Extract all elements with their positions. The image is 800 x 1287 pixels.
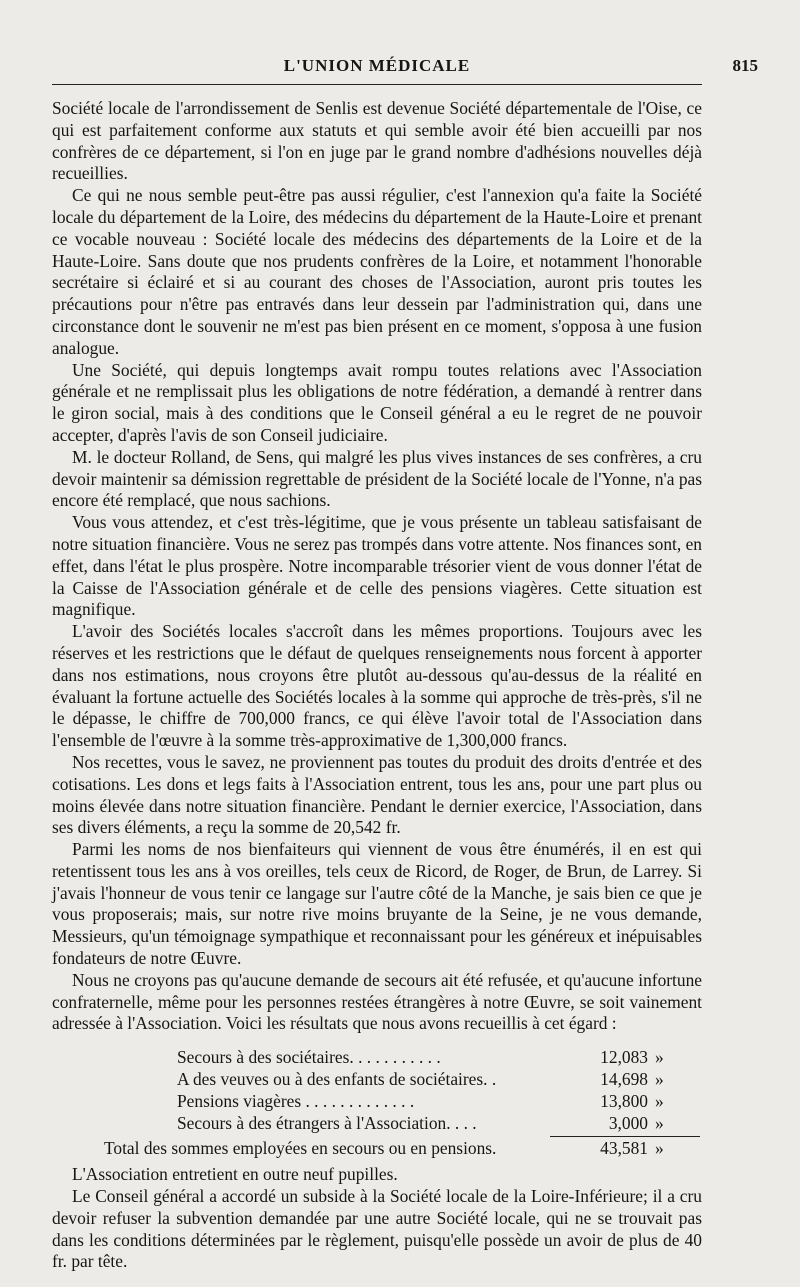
row-label: Pensions viagères . . . . . . . . . . . . . bbox=[177, 1090, 415, 1111]
paragraph: Vous vous attendez, et c'est très-légitime, que je vous présente un tableau satisfaisant de notre situation financière. Vous ne serez pas trompés dans votre attente. Nos finances sont, en effet, dans l'état le plus prospère. Notre incomparable trésorier vient de vous donner l'état de la Caisse de l'Association générale et de celle des pensions viagères. Cette situation est magnifique. bbox=[52, 512, 702, 620]
paragraph: L'Association entretient en outre neuf pupilles. bbox=[72, 1164, 398, 1185]
expenses-table bbox=[52, 1047, 702, 1160]
row-amount: 13,800 bbox=[600, 1090, 648, 1111]
closing-text bbox=[52, 1164, 702, 1273]
paragraph: Nos recettes, vous le savez, ne proviennent pas toutes du produit des droits d'entrée et des cotisations. Les dons et legs faits à l'Association entrent, tous les ans, pour une part plus ou moins élevée dans notre situation financière. Pendant le dernier exercice, l'Association, dans ses divers éléments, a reçu la somme de 20,542 fr. bbox=[52, 751, 702, 838]
paragraph: Parmi les noms de nos bienfaiteurs qui viennent de vous être énumérés, il en est qui retentissent tous les ans à vos oreilles, tels ceux de Ricord, de Roger, de Brun, de Larrey. Si j'avais l'honneur de vous tenir ce langage sur l'autre côté de la Manche, je sais bien ce que je vous proposerais; mais, sur notre rive moins bruyante de la Seine, je ne vous demande, Messieurs, qu'un témoignage sympathique et reconnaissant pour les généreux et inépuisables fondateurs de notre Œuvre. bbox=[52, 839, 702, 969]
table-row bbox=[52, 1091, 702, 1113]
paragraph: Nous ne croyons pas qu'aucune demande de secours ait été refusée, et qu'aucune infortune confraternelle, même pour les personnes restées étrangères à notre Œuvre, se soit vainement adressée à l'Association. Voici les résultats que nous avons recueillis à cet égard : bbox=[52, 969, 702, 1034]
paragraph: Ce qui ne nous semble peut-être pas aussi régulier, c'est l'annexion qu'a faite la Société locale du département de la Loire, des médecins du département de la Haute-Loire et prenant ce vocable nouveau : Société locale des médecins des départements de la Loire et de la Haute-Loire. Sans doute que nos prudents confrères de la Loire, et notamment l'honorable secrétaire si éclairé et si au courant des choses de l'Association, auront pris toutes les précautions pour n'être pas entravés dans leur dessein par l'administration qui, dans une circonstance dont le souvenir ne m'est pas bien présent en ce moment, s'opposa à une fusion analogue. bbox=[52, 185, 702, 358]
paragraph: M. le docteur Rolland, de Sens, qui malgré les plus vives instances de ses confrères, a cru devoir maintenir sa démission regrettable de président de la Société locale de l'Yonne, n'a pas encore été remplacé, que nous sachions. bbox=[52, 446, 702, 511]
table-row bbox=[52, 1069, 702, 1091]
paragraph: L'avoir des Sociétés locales s'accroît dans les mêmes proportions. Toujours avec les réserves et les restrictions que le défaut de quelques renseignements nous forcent à apporter dans nos estimations, nous croyons être plutôt au-dessous qu'au-dessus de la réalité en évaluant la fortune actuelle des Sociétés locales à la somme qui approche de très-près, s'il ne le dépasse, le chiffre de 700,000 francs, ce qui élève l'avoir total de l'Association dans l'ensemble de l'œuvre à la somme très-approximative de 1,300,000 francs. bbox=[52, 621, 702, 751]
total-amount: 43,581 bbox=[600, 1138, 648, 1159]
paragraph: Société locale de l'arrondissement de Senlis est devenue Société départementale de l'Oise, ce qui est parfaitement conforme aux statuts et qui semble avoir été bien accueilli par nos confrères de ce département, si l'on en juge par le grand nombre d'adhésions nouvelles déjà recueillies. bbox=[52, 98, 702, 184]
row-unit: » bbox=[655, 1112, 664, 1133]
total-label: Total des sommes employées en secours ou en pensions. bbox=[104, 1138, 497, 1159]
running-title: L'UNION MÉDICALE bbox=[283, 56, 471, 75]
row-amount: 3,000 bbox=[608, 1112, 648, 1133]
row-unit: » bbox=[655, 1069, 664, 1090]
total-unit: » bbox=[655, 1138, 664, 1159]
table-total-row bbox=[52, 1138, 702, 1160]
row-unit: » bbox=[655, 1047, 664, 1068]
paragraph: Une Société, qui depuis longtemps avait rompu toutes relations avec l'Association générale et ne remplissait plus les obligations de notre fédération, a demandé à rentrer dans le giron social, mais à des conditions que le Conseil général a eu le regret de ne pouvoir accepter, d'après l'avis de son Conseil judiciaire. bbox=[52, 359, 702, 445]
row-label: A des veuves ou à des enfants de sociétaires. . bbox=[177, 1069, 497, 1090]
row-amount: 12,083 bbox=[600, 1047, 648, 1068]
body-text bbox=[52, 98, 702, 1273]
row-label: Secours à des sociétaires. . . . . . . . . . . bbox=[177, 1047, 441, 1068]
header-rule bbox=[52, 84, 702, 85]
table-row bbox=[52, 1113, 702, 1135]
page-number: 815 bbox=[732, 56, 758, 75]
row-unit: » bbox=[655, 1090, 664, 1111]
row-label: Secours à des étrangers à l'Association. . . . bbox=[177, 1112, 477, 1133]
table-row bbox=[52, 1047, 702, 1069]
page-header bbox=[52, 56, 758, 82]
paragraph: Le Conseil général a accordé un subside à la Société locale de la Loire-Inférieure; il a cru devoir refuser la subvention demandée par une autre Société locale, qui ne se trouvait pas dans les conditions déterminées par le règlement, puisqu'elle possède un avoir de plus de 40 fr. par tête. bbox=[52, 1186, 702, 1272]
row-amount: 14,698 bbox=[600, 1069, 648, 1090]
